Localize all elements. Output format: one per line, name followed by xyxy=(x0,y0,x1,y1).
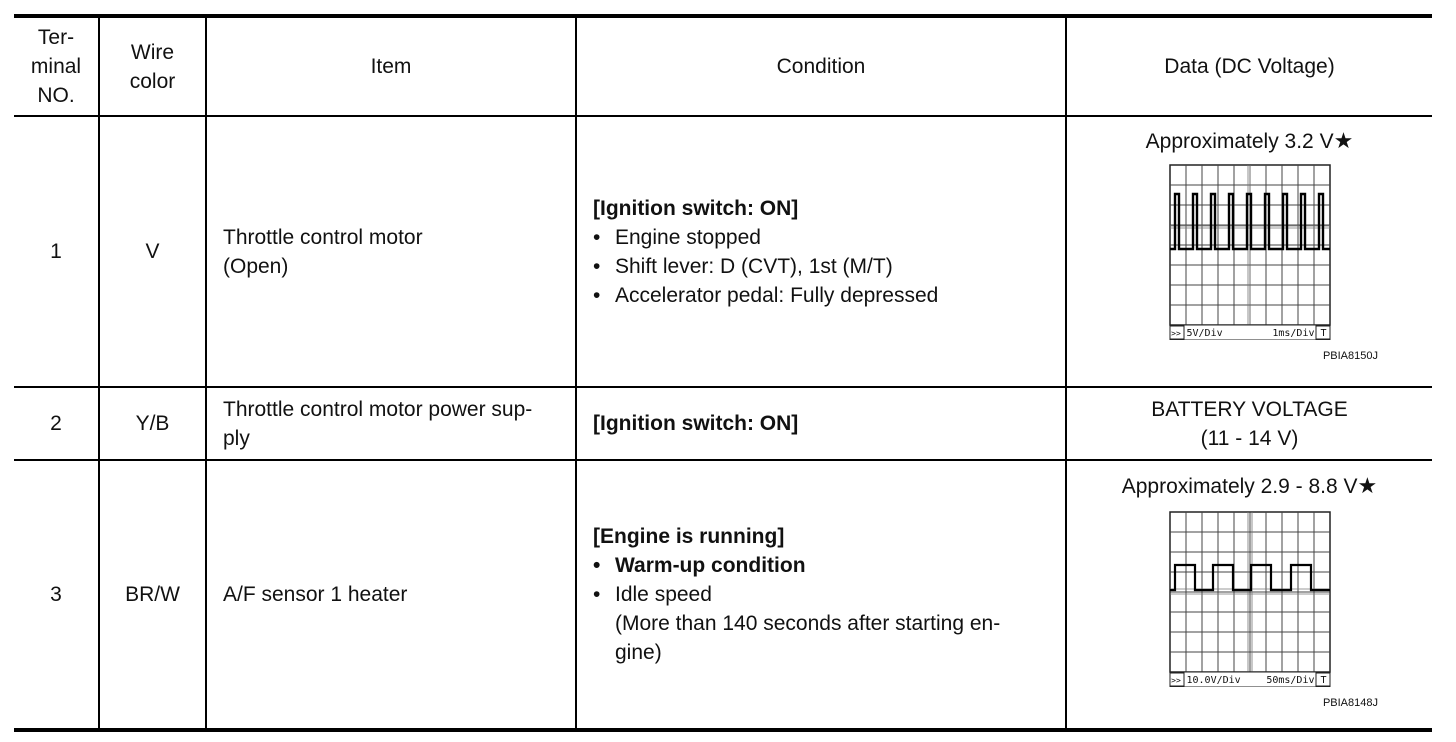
row1-item-line: (Open) xyxy=(223,254,289,278)
row3-condition-bullet-bold: • Warm-up condition xyxy=(593,551,806,580)
row1-wire: V xyxy=(145,240,160,263)
row3-condition-note xyxy=(593,638,662,667)
row1-condition-title: [Ignition switch: ON] xyxy=(593,196,799,220)
star-icon: ★ xyxy=(1333,128,1354,153)
row1-item-line: Throttle control motor xyxy=(223,225,423,249)
scope-trigger-icon: T xyxy=(1320,674,1327,686)
row2-wire: Y/B xyxy=(135,412,170,435)
scope-time-div: 1ms/Div xyxy=(1272,327,1315,339)
row2-condition xyxy=(577,388,1065,459)
table-bottom-rule xyxy=(14,728,1432,732)
row1-condition-bullet: • Shift lever: D (CVT), 1st (M/T) xyxy=(593,252,893,281)
row1-item xyxy=(207,117,575,386)
oscilloscope-grid-3 xyxy=(1169,511,1331,687)
row1-condition-bullet: • Engine stopped xyxy=(593,223,761,252)
header-terminal xyxy=(14,18,98,115)
row1-data xyxy=(1067,126,1432,362)
scope-arrow-icon: >> xyxy=(1171,328,1181,338)
header-terminal-line: Ter- xyxy=(37,26,75,49)
row3-item-line: A/F sensor 1 heater xyxy=(223,583,408,606)
row3-data xyxy=(1067,471,1432,709)
row2-data-line: BATTERY VOLTAGE xyxy=(1151,397,1348,421)
scope-time-div: 50ms/Div xyxy=(1266,674,1315,686)
header-terminal-line: NO. xyxy=(37,84,75,107)
row1-condition xyxy=(577,117,1065,386)
scope-volt-div: 10.0V/Div xyxy=(1186,674,1241,686)
row2-terminal: 2 xyxy=(50,412,62,435)
header-terminal-line: minal xyxy=(30,55,82,78)
row1-data-approx xyxy=(1146,126,1354,156)
bullet-text: Engine stopped xyxy=(615,225,761,249)
oscilloscope-grid-1 xyxy=(1169,164,1331,340)
row3-condition xyxy=(577,461,1065,728)
header-wire-line: Wire xyxy=(130,40,175,64)
bullet-text: Warm-up condition xyxy=(615,554,806,577)
row1-scope-caption: PBIA8150J xyxy=(1322,350,1378,362)
row1-condition-bullet: • Accelerator pedal: Fully depressed xyxy=(593,281,938,310)
row3-item xyxy=(207,461,575,728)
row3-condition-title: [Engine is running] xyxy=(593,525,785,548)
row3-scope-caption: PBIA8148J xyxy=(1322,697,1378,709)
row3-condition-bullet: • Idle speed xyxy=(593,580,712,609)
note-text: gine) xyxy=(615,641,662,664)
approx-text: Approximately 3.2 V xyxy=(1145,130,1334,153)
scope-trigger-icon: T xyxy=(1320,327,1327,339)
bullet-text: Idle speed xyxy=(615,583,712,606)
row2-item-line: Throttle control motor power sup- xyxy=(223,397,533,421)
scope-arrow-icon: >> xyxy=(1171,675,1181,685)
star-icon: ★ xyxy=(1357,473,1378,498)
row2-data xyxy=(1067,388,1432,459)
row2-item xyxy=(207,388,575,459)
row3-scope-footer xyxy=(1169,672,1331,688)
header-wire-line: color xyxy=(129,69,176,93)
row2-item-line: ply xyxy=(223,426,250,450)
row3-oscilloscope xyxy=(1169,511,1331,687)
terminal-table xyxy=(14,14,1432,732)
note-text: (More than 140 seconds after starting en- xyxy=(615,612,1001,635)
scope-volt-div: 5V/Div xyxy=(1186,327,1223,339)
header-item: Item xyxy=(370,55,412,78)
header-wire-color xyxy=(100,18,205,115)
row3-data-approx xyxy=(1122,471,1378,501)
bullet-text: Shift lever: D (CVT), 1st (M/T) xyxy=(615,254,893,278)
row3-terminal: 3 xyxy=(50,583,62,606)
row2-data-line: (11 - 14 V) xyxy=(1200,426,1299,450)
row3-condition-note xyxy=(593,609,1000,638)
row1-scope-footer xyxy=(1169,325,1331,341)
header-condition: Condition xyxy=(776,55,866,78)
row1-terminal: 1 xyxy=(50,240,62,263)
row3-wire: BR/W xyxy=(125,583,180,606)
approx-text: Approximately 2.9 - 8.8 V xyxy=(1121,475,1358,498)
row1-oscilloscope xyxy=(1169,164,1331,340)
header-data: Data (DC Voltage) xyxy=(1164,55,1335,78)
row2-condition-title: [Ignition switch: ON] xyxy=(593,412,799,435)
bullet-text: Accelerator pedal: Fully depressed xyxy=(615,283,939,307)
